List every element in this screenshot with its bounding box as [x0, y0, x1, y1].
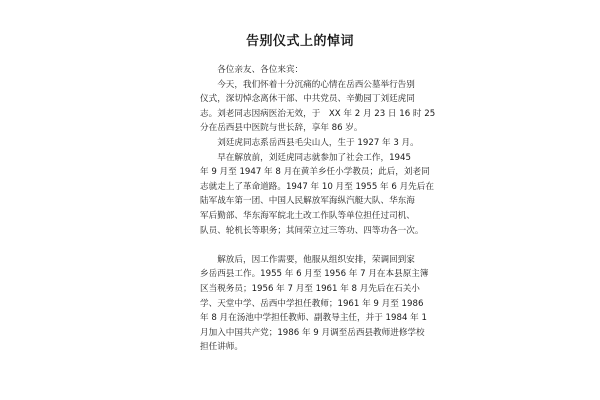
text-line: 仪式，深切悼念离休干部、中共党员、辛勤园丁刘廷虎同: [200, 94, 415, 105]
text-line: 年 8 月在汤池中学担任教师、副教导主任，并于 1984 年 1: [200, 313, 427, 324]
text-line: 月加入中国共产党；1986 年 9 月调至岳西县教师进修学校: [200, 327, 425, 338]
text-line: 队员、轮机长等职务；其间荣立过三等功、四等功各一次。: [200, 225, 424, 236]
text-line: 解放后，因工作需要，他服从组织安排，荣调回到家: [200, 254, 415, 265]
text-line: 乡岳西县工作。1955 年 6 月至 1956 年 7 月在本县原主簿: [200, 269, 429, 280]
text-line: 志就走上了革命道路。1947 年 10 月至 1955 年 6 月先后在: [200, 181, 434, 192]
text-line: 区当税务员；1956 年 7 月至 1961 年 8 月先后在石关小: [200, 283, 420, 294]
text-line: 年 9 月至 1947 年 8 月在黄羊乡任小学教员；此后，刘老同: [200, 167, 430, 178]
text-line: 今天，我们怀着十分沉痛的心情在岳西公墓举行告别: [200, 79, 415, 90]
document-title: 告别仪式上的悼词: [245, 34, 354, 49]
eulogy-body: [200, 63, 436, 355]
text-line: 军后勤部、华东海军皖北土改工作队等单位担任过司机、: [200, 210, 415, 221]
text-line: 刘廷虎同志系岳西县毛尖山人，生于 1927 年 3 月。: [200, 137, 419, 148]
text-line: 志。刘老同志因病医治无效，于 XX 年 2 月 23 日 16 时 25: [200, 108, 436, 119]
text-line: 早在解放前，刘廷虎同志就参加了社会工作，1945: [200, 152, 411, 163]
text-line: 各位亲友、各位来宾：: [200, 65, 304, 75]
text-line: 分在岳西县中医院与世长辞，享年 86 岁。: [200, 123, 363, 134]
paragraph-gap: [200, 238, 402, 253]
text-line: 陆军战车第一团、中国人民解放军海纵汽艇大队、华东海: [200, 196, 415, 207]
text-line: 担任讲师。: [200, 342, 243, 353]
text-line: 学、天堂中学、岳西中学担任教师；1961 年 9 月至 1986: [200, 298, 424, 309]
